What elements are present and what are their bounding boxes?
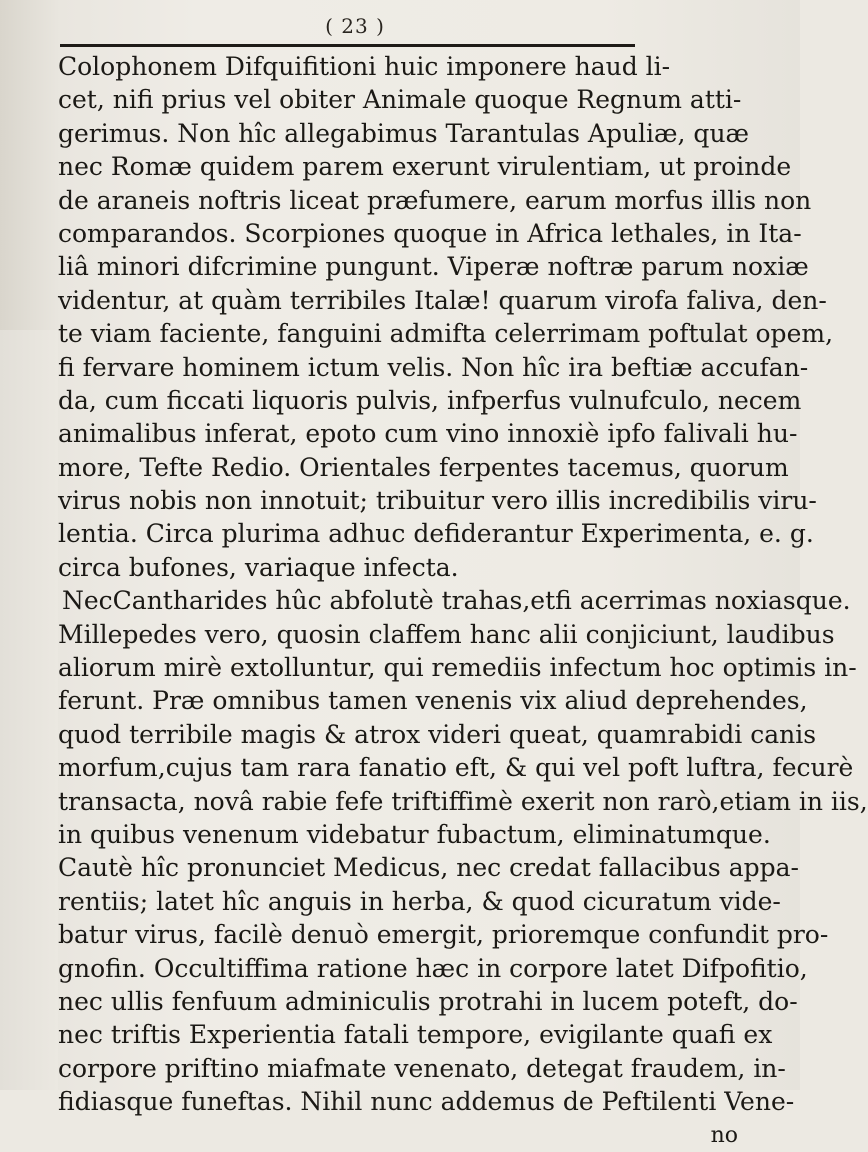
text-line: quod terribile magis & atrox videri queat, quamrabidi canis xyxy=(58,719,817,749)
text-line: transacta, novâ rabie fefe triftiffimè exerit non rarò,etiam in iis, xyxy=(58,786,868,816)
text-line: nec ullis fenfuum adminiculis protrahi in lucem poteft, do- xyxy=(58,986,798,1016)
text-line: nec Romæ quidem parem exerunt virulentiam, ut proinde xyxy=(58,152,792,182)
text-line: Millepedes vero, quosin claffem hanc alii conjiciunt, laudibus xyxy=(58,619,835,649)
text-line: videntur, at quàm terribiles Italæ! quarum virofa faliva, den- xyxy=(58,285,827,315)
text-line: fi fervare hominem ictum velis. Non hîc ira beftiæ accufan- xyxy=(58,352,809,382)
text-line: aliorum mirè extolluntur, qui remediis infectum hoc optimis in- xyxy=(58,653,857,683)
text-line: de araneis noftris liceat præfumere, earum morfus illis non xyxy=(58,185,812,215)
text-line: lentia. Circa plurima adhuc defiderantur Experimenta, e. g. xyxy=(58,519,814,549)
text-line: more, Tefte Redio. Orientales ferpentes tacemus, quorum xyxy=(58,452,789,482)
header-rule xyxy=(60,44,635,47)
text-line: cet, nifi prius vel obiter Animale quoque Regnum atti- xyxy=(58,85,742,115)
page-gutter-shadow xyxy=(0,330,58,1090)
text-line: comparandos. Scorpiones quoque in Africa lethales, in Ita- xyxy=(58,218,802,248)
body-text xyxy=(58,50,868,1152)
text-line: gerimus. Non hîc allegabimus Tarantulas Apuliæ, quæ xyxy=(58,118,750,148)
page-header xyxy=(60,6,750,50)
text-line: NecCantharides hûc abfolutè trahas,etfi acerrimas noxiasque. xyxy=(62,586,851,616)
text-line: corpore priftino miafmate venenato, detegat fraudem, in- xyxy=(58,1053,786,1083)
text-line: in quibus venenum videbatur fubactum, eliminatumque. xyxy=(58,819,771,849)
text-line: liâ minori difcrimine pungunt. Viperæ noftræ parum noxiæ xyxy=(58,252,809,282)
text-line: virus nobis non innotuit; tribuitur vero illis incredibilis viru- xyxy=(58,486,817,516)
text-line: rentiis; latet hîc anguis in herba, & quod cicuratum vide- xyxy=(58,886,781,916)
text-line: circa bufones, variaque infecta. xyxy=(58,552,459,582)
text-line: morfum,cujus tam rara fanatio eft, & qui vel poft luftra, fecurè xyxy=(58,753,854,783)
text-line: batur virus, facilè denuò emergit, prioremque confundit pro- xyxy=(58,920,829,950)
text-line: fidiasque funeftas. Nihil nunc addemus de Peftilenti Vene- xyxy=(58,1087,795,1117)
text-line: Cautè hîc pronunciet Medicus, nec credat fallacibus appa- xyxy=(58,853,799,883)
text-line: te viam faciente, fanguini admifta celerrimam poftulat opem, xyxy=(58,319,834,349)
catchword: no xyxy=(710,1122,738,1148)
text-line: ferunt. Præ omnibus tamen venenis vix aliud deprehendes, xyxy=(58,686,808,716)
text-line: da, cum ficcati liquoris pulvis, infperfus vulnufculo, necem xyxy=(58,385,802,415)
text-line: nec triftis Experientia fatali tempore, evigilante quafi ex xyxy=(58,1020,773,1050)
text-line: Colophonem Difquifitioni huic imponere haud li- xyxy=(58,52,671,81)
text-line: animalibus inferat, epoto cum vino innoxiè ipfo falivali hu- xyxy=(58,419,798,449)
text-line: gnofin. Occultiffima ratione hæc in corpore latet Difpofitio, xyxy=(58,953,808,983)
page-number: ( 23 ) xyxy=(325,14,385,38)
